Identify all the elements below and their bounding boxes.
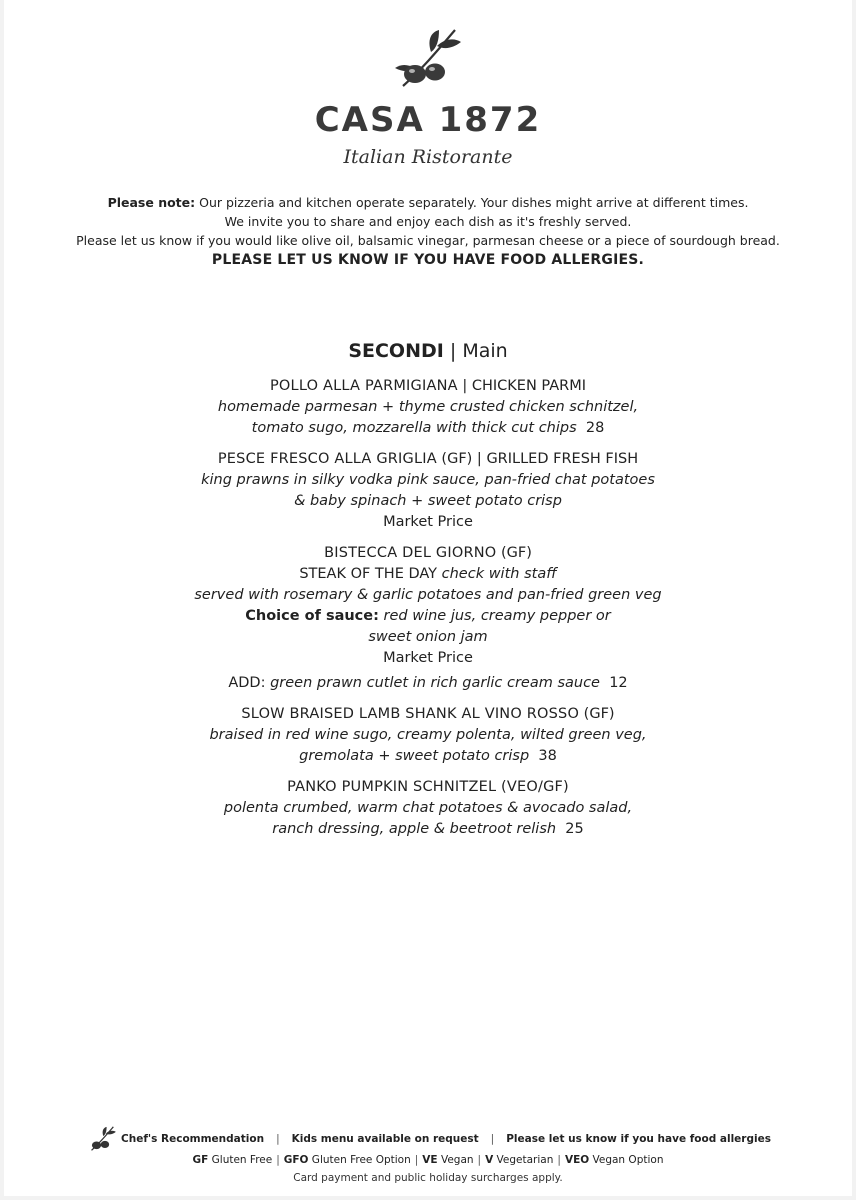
logo: [4, 28, 852, 94]
item-desc-2: tomato sugo, mozzarella with thick cut chips: [251, 420, 577, 436]
item-english: CHICKEN PARMI: [471, 378, 587, 394]
item-title: [4, 376, 852, 397]
notes-line-3: Please let us know if you would like olive oil, balsamic vinegar, parmesan cheese or a piece of sourdough bread.: [76, 233, 780, 248]
footer-allergies: Please let us know if you have food allergies: [506, 1133, 771, 1145]
item-desc-2-row: [4, 819, 852, 840]
menu-page: [4, 0, 852, 1196]
item-desc-1: served with rosemary & garlic potatoes and pan-fried green veg: [194, 587, 662, 603]
legend-code: VE: [422, 1154, 438, 1166]
item-title: [4, 449, 852, 470]
legend-sep: |: [276, 1154, 280, 1166]
legend-label: Gluten Free: [208, 1154, 273, 1166]
menu-item: [4, 376, 852, 439]
item-desc-1: braised in red wine sugo, creamy polenta, wilted green veg,: [209, 727, 647, 743]
legend-code: V: [485, 1154, 494, 1166]
legend-sep: |: [477, 1154, 482, 1166]
notes-line-2: We invite you to share and enjoy each dish as it's freshly served.: [224, 214, 632, 229]
item-name: POLLO ALLA PARMIGIANA: [269, 378, 458, 394]
item-title: [4, 777, 852, 798]
menu-items: [4, 376, 852, 850]
footer-legend: [4, 1152, 852, 1170]
legend-label: Vegetarian: [493, 1154, 554, 1166]
olive-branch-icon: [393, 28, 463, 90]
section-title: [4, 340, 852, 362]
legend-code: GF: [192, 1154, 209, 1166]
item-sep: |: [457, 378, 472, 394]
footer-row-1: [4, 1126, 852, 1152]
legend-label: Vegan Option: [589, 1154, 664, 1166]
footer-surcharge: Card payment and public holiday surcharges apply.: [293, 1171, 563, 1184]
item-tag: (GF) |: [436, 451, 487, 467]
olive-branch-icon: [85, 1126, 119, 1152]
item-tag: (GF): [579, 706, 615, 722]
allergy-notice: PLEASE LET US KNOW IF YOU HAVE FOOD ALLERGIES.: [211, 252, 645, 268]
footer: [4, 1126, 852, 1187]
menu-item: [4, 449, 852, 533]
footer-chef: Chef's Recommendation: [121, 1133, 265, 1145]
footer-kids: Kids menu available on request: [291, 1133, 479, 1145]
item-desc-2: gremolata + sweet potato crisp: [299, 748, 530, 764]
notes-lead: Please note:: [107, 195, 196, 210]
item-add-price: 12: [609, 675, 628, 691]
item-sauce-label: Choice of sauce:: [245, 608, 379, 624]
item-price: 38: [538, 748, 557, 764]
item-sauce-1: red wine jus, creamy pepper or: [378, 608, 611, 624]
legend-code: VEO: [564, 1154, 590, 1166]
item-title: [4, 704, 852, 725]
legend-sep: |: [414, 1154, 419, 1166]
item-add-label: ADD:: [228, 675, 271, 691]
item-price: 28: [585, 420, 605, 436]
item-price: 25: [565, 821, 584, 837]
notes-line-1-text: Our pizzeria and kitchen operate separately. Your dishes might arrive at different times.: [195, 195, 749, 210]
legend-label: Gluten Free Option: [308, 1154, 411, 1166]
item-name: SLOW BRAISED LAMB SHANK AL VINO ROSSO: [241, 706, 580, 722]
section-title-sep: |: [443, 340, 463, 362]
section-title-bold: SECONDI: [348, 340, 444, 362]
item-sauce-row: [4, 606, 852, 627]
menu-item: [4, 777, 852, 840]
item-title: [4, 543, 852, 564]
item-name: BISTECCA DEL GIORNO: [324, 545, 497, 561]
legend-sep: |: [557, 1154, 561, 1166]
item-desc-1: polenta crumbed, warm chat potatoes & avocado salad,: [223, 800, 633, 816]
item-subtitle: [4, 564, 852, 585]
item-sauce-2: sweet onion jam: [368, 629, 488, 645]
item-english: GRILLED FRESH FISH: [486, 451, 639, 467]
brand-name: CASA 1872: [314, 100, 542, 140]
item-price-line: Market Price: [383, 650, 473, 666]
footer-sep: |: [490, 1133, 495, 1145]
item-subtitle-italic: check with staff: [441, 566, 557, 582]
item-desc-2-row: [4, 418, 852, 439]
item-desc-1: homemade parmesan + thyme crusted chicken schnitzel,: [217, 399, 639, 415]
item-add-desc: green prawn cutlet in rich garlic cream sauce: [270, 675, 600, 691]
section-title-sub: Main: [462, 340, 508, 362]
legend-code: GFO: [283, 1154, 309, 1166]
item-add-row: [4, 673, 852, 694]
notes-line-1: [4, 193, 852, 212]
legend-label: Vegan: [437, 1154, 474, 1166]
item-price-line: Market Price: [383, 514, 473, 530]
footer-sep: |: [276, 1133, 280, 1145]
brand-subtitle: Italian Ristorante: [343, 146, 513, 168]
notes-block: [4, 193, 852, 250]
item-desc-2-row: [4, 746, 852, 767]
item-desc-1: king prawns in silky vodka pink sauce, pan-fried chat potatoes: [201, 472, 655, 488]
item-name: PESCE FRESCO ALLA GRIGLIA: [217, 451, 437, 467]
item-subtitle-caps: STEAK OF THE DAY: [299, 566, 442, 582]
item-name: PANKO PUMPKIN SCHNITZEL (VEO/GF): [287, 779, 569, 795]
menu-item: [4, 704, 852, 767]
item-tag: (GF): [496, 545, 532, 561]
item-desc-2: & baby spinach + sweet potato crisp: [294, 493, 562, 509]
item-desc-2: ranch dressing, apple & beetroot relish: [272, 821, 557, 837]
menu-item: [4, 543, 852, 694]
